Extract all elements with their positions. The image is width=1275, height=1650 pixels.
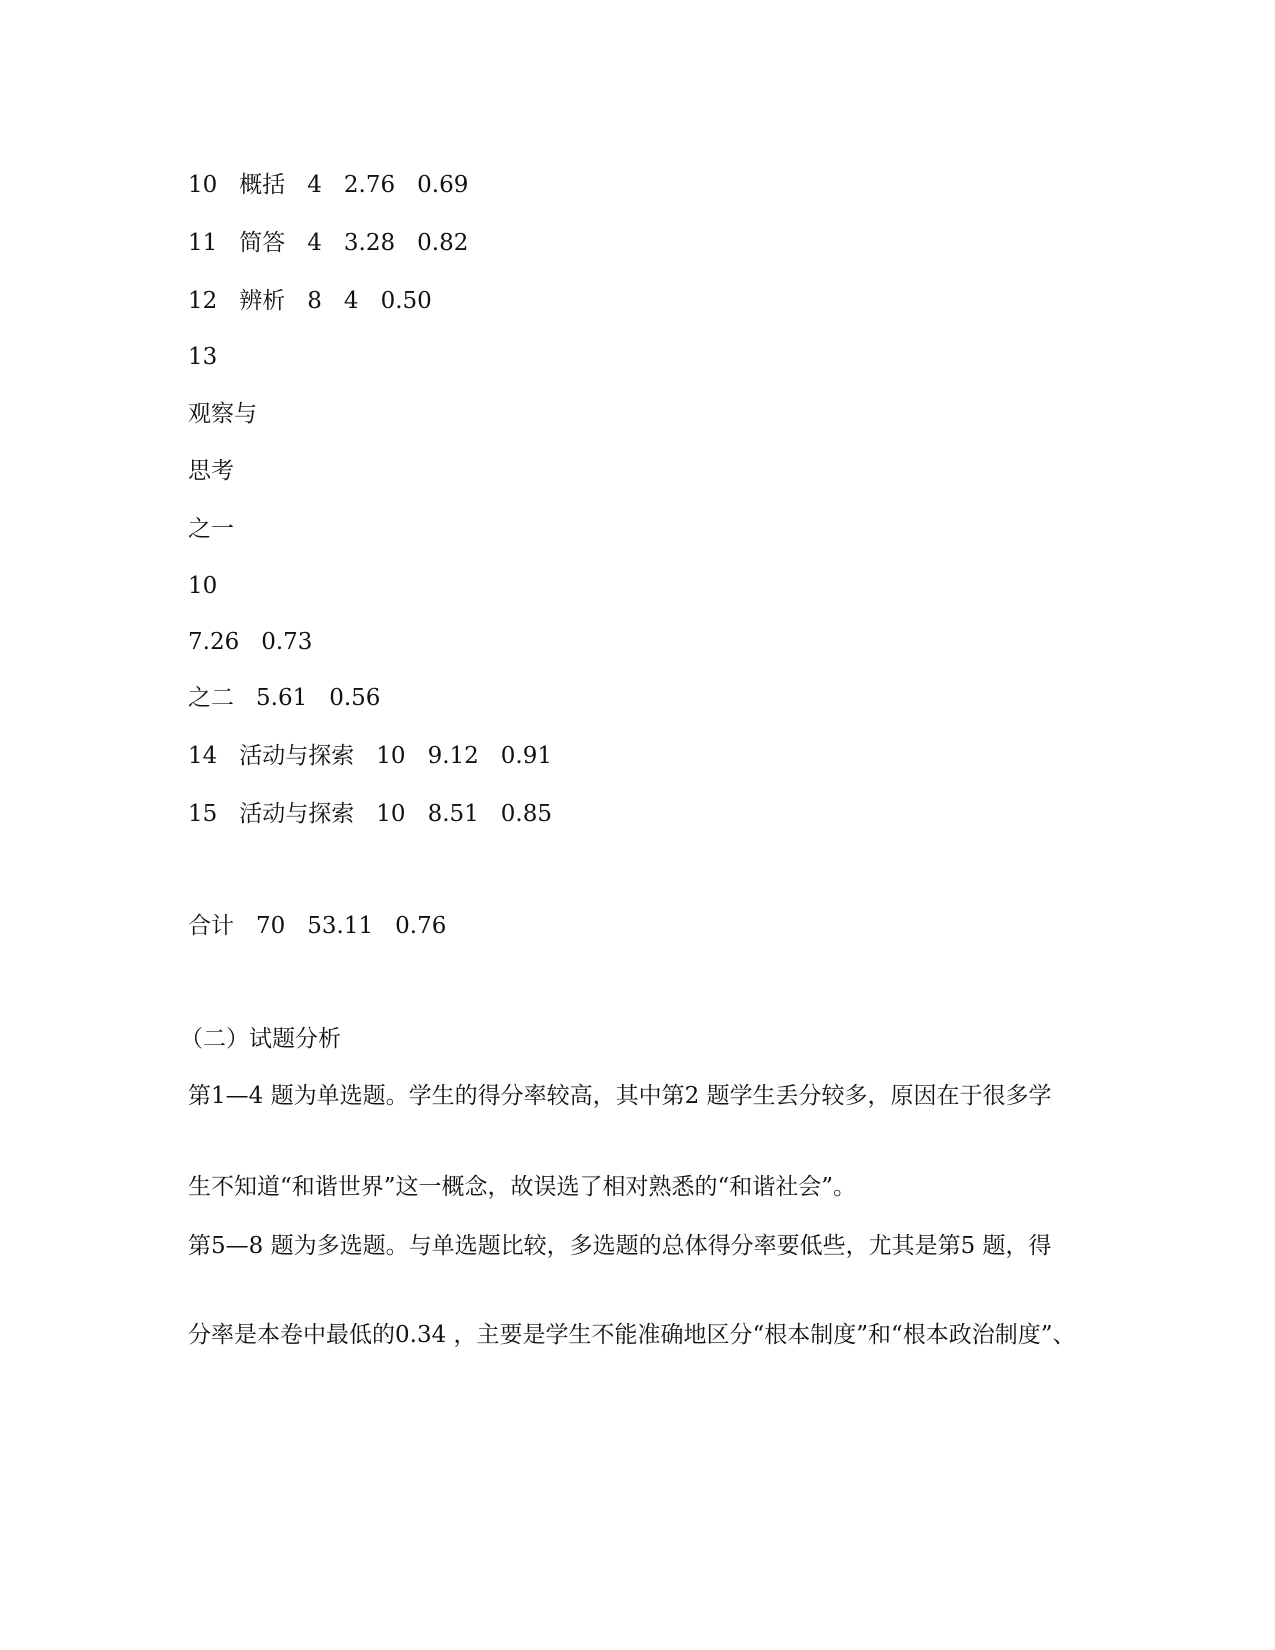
table-row [188, 801, 552, 828]
table-row [188, 288, 432, 315]
table-row [188, 172, 468, 199]
table-row [188, 743, 552, 770]
question-type: 活动与探索 [239, 801, 355, 827]
score-rate: 0.76 [395, 913, 447, 939]
table-row [188, 685, 380, 712]
question-type: 简答 [239, 230, 286, 256]
score-rate: 0.91 [500, 743, 552, 769]
table-row [188, 230, 468, 257]
full-score: 8 [307, 288, 322, 314]
score-rate: 0.82 [417, 230, 469, 256]
question-type: 思考 [188, 458, 234, 484]
paragraph-line: 分率是本卷中最低的0.34 ，主要是学生不能准确地区分“根本制度”和“根本政治制度”、 [188, 1322, 1076, 1348]
average-score: 8.51 [427, 801, 479, 827]
score-rate: 0.85 [500, 801, 552, 827]
average-score: 53.11 [307, 913, 374, 939]
average-score: 7.26 [188, 629, 240, 655]
paragraph-line: 第1—4 题为单选题。学生的得分率较高，其中第2 题学生丢分较多，原因在于很多学 [188, 1083, 1052, 1109]
average-score: 9.12 [427, 743, 479, 769]
full-score: 4 [307, 172, 322, 198]
score-rate: 0.69 [417, 172, 469, 198]
full-score: 4 [307, 230, 322, 256]
score-rate: 0.50 [380, 288, 432, 314]
average-score: 4 [343, 288, 359, 314]
question-type: 辨析 [239, 288, 286, 314]
score-rate: 0.73 [261, 629, 313, 655]
average-score: 3.28 [343, 230, 396, 256]
table-row [188, 629, 312, 656]
sub-question-label: 之一 [188, 516, 234, 542]
sub-question-label: 之二 [188, 685, 234, 711]
total-row [188, 913, 446, 940]
average-score: 2.76 [343, 172, 396, 198]
full-score: 10 [376, 743, 406, 769]
paragraph-line: 生不知道“和谐世界”这一概念，故误选了相对熟悉的“和谐社会”。 [188, 1174, 857, 1200]
full-score: 10 [376, 801, 406, 827]
question-type: 活动与探索 [239, 743, 355, 769]
section-heading: （二）试题分析 [180, 1026, 341, 1052]
full-score: 70 [256, 913, 286, 939]
average-score: 5.61 [256, 685, 308, 711]
score-rate: 0.56 [329, 685, 381, 711]
total-label: 合计 [188, 913, 234, 939]
question-number: 14 [188, 743, 218, 769]
question-type: 观察与 [188, 401, 257, 427]
question-number: 12 [188, 288, 218, 314]
question-number: 15 [188, 801, 218, 827]
question-number: 10 [188, 172, 218, 198]
paragraph-line: 第5—8 题为多选题。与单选题比较，多选题的总体得分率要低些，尤其是第5 题，得 [188, 1233, 1052, 1259]
question-type: 概括 [239, 172, 286, 198]
question-number: 11 [188, 230, 218, 256]
full-score: 10 [188, 573, 218, 599]
question-number: 13 [188, 344, 218, 370]
